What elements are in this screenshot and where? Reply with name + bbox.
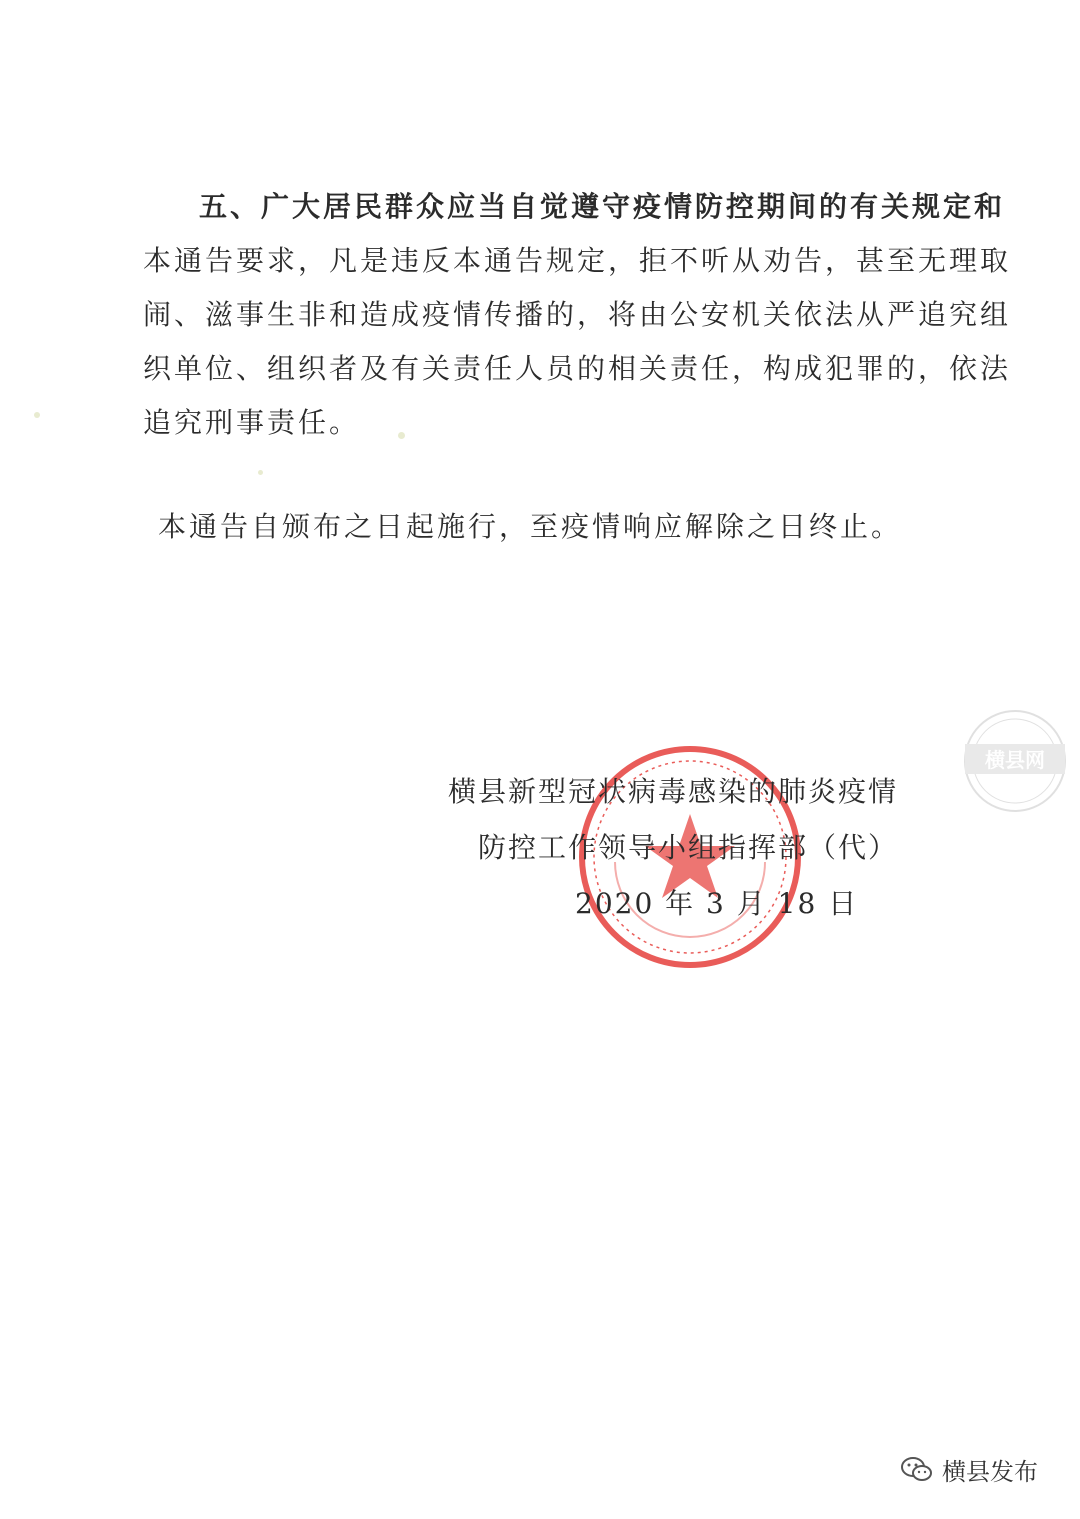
paragraph-line: 五、广大居民群众应当自觉遵守疫情防控期间的有关规定和: [199, 190, 1006, 223]
paragraph-line: 追究刑事责任。: [143, 406, 361, 439]
paragraph-line: 闹、滋事生非和造成疫情传播的，将由公安机关依法从严追究组: [143, 298, 1012, 331]
svg-text:横县网: 横县网: [985, 748, 1045, 772]
signature-organization-line1: 横县新型冠状病毒感染的肺炎疫情: [448, 775, 899, 808]
paper-speck: [34, 412, 40, 418]
wechat-icon: [900, 1455, 934, 1485]
signature-organization-line2: 防控工作领导小组指挥部（代）: [478, 831, 899, 864]
paragraph-line: 织单位、组织者及有关责任人员的相关责任，构成犯罪的，依法: [143, 352, 1012, 385]
section-five-paragraph: [143, 180, 1012, 450]
paragraph-line: 本通告要求，凡是违反本通告规定，拒不听从劝告，甚至无理取: [143, 244, 1012, 277]
effective-clause-text: 本通告自颁布之日起施行，至疫情响应解除之日终止。: [158, 510, 903, 543]
effective-clause: [158, 500, 978, 554]
paper-speck: [258, 470, 263, 475]
account-brand: [900, 1452, 1038, 1487]
site-watermark-logo: [955, 706, 1075, 816]
account-name: 横县发布: [942, 1458, 1038, 1486]
signature-date: 2020 年 3 月 18 日: [575, 887, 859, 920]
